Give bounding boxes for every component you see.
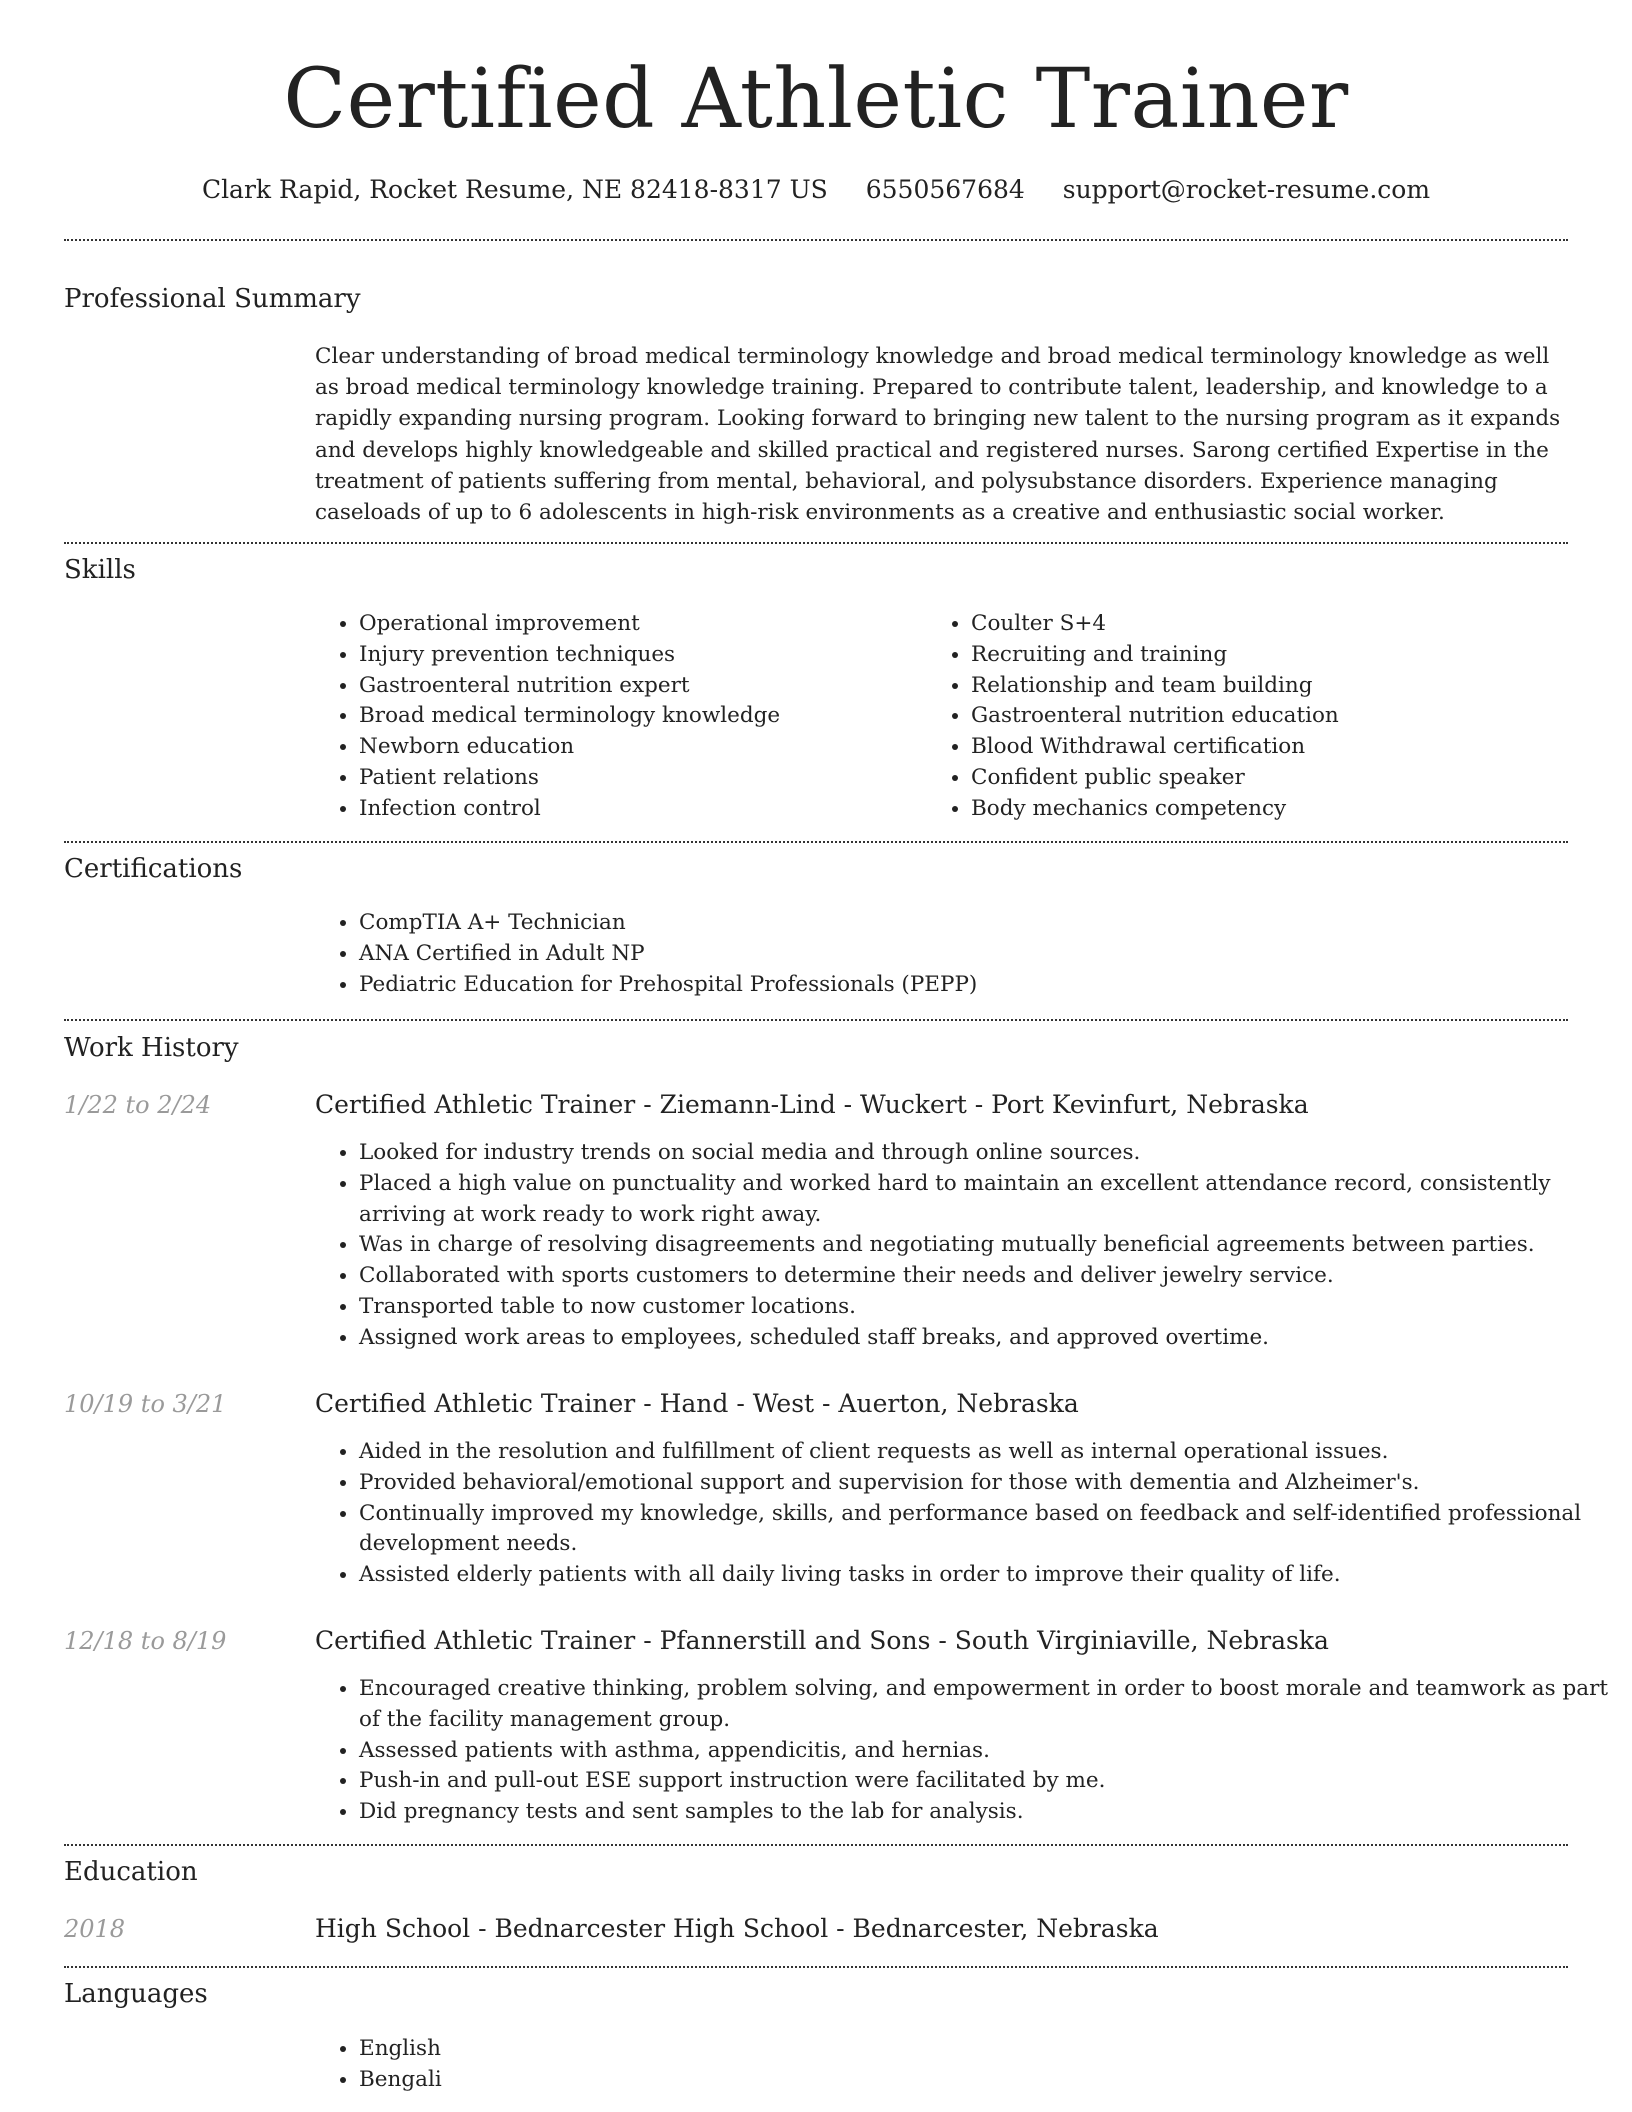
job-heading: Certified Athletic Trainer - Ziemann-Lind - Wuckert - Port Kevinfurt, Nebraska	[315, 1090, 1309, 1119]
job-bullet: • Was in charge of resolving disagreements and negotiating mutually beneficial agreements between parties.	[359, 1230, 1614, 1261]
certification-item: • CompTIA A+ Technician	[359, 908, 1614, 939]
skill-item: • Newborn education	[359, 732, 919, 763]
skill-item: • Patient relations	[359, 763, 919, 794]
divider	[64, 1966, 1568, 1968]
section-title-work-history: Work History	[64, 1033, 239, 1063]
skill-item: • Coulter S+4	[971, 609, 1591, 640]
job-bullets	[315, 1138, 1614, 1354]
skills-list-left	[315, 609, 919, 825]
job-heading: Certified Athletic Trainer - Hand - West - Auerton, Nebraska	[315, 1389, 1079, 1418]
job-bullets	[315, 1674, 1614, 1828]
certification-item: • Pediatric Education for Prehospital Professionals (PEPP)	[359, 970, 1614, 1001]
job-bullet: • Continually improved my knowledge, skills, and performance based on feedback and self-identified professional development needs.	[359, 1499, 1614, 1561]
job-bullet: • Aided in the resolution and fulfillment of client requests as well as internal operational issues.	[359, 1437, 1614, 1468]
job-bullet: • Collaborated with sports customers to determine their needs and deliver jewelry service.	[359, 1261, 1614, 1292]
contact-email: support@rocket-resume.com	[1062, 175, 1431, 204]
skill-item: • Confident public speaker	[971, 763, 1591, 794]
job-bullet: • Transported table to now customer locations.	[359, 1292, 1614, 1323]
job-bullet: • Looked for industry trends on social media and through online sources.	[359, 1138, 1614, 1169]
skill-item: • Gastroenteral nutrition education	[971, 701, 1591, 732]
divider	[64, 542, 1568, 544]
divider	[64, 1019, 1568, 1021]
skill-item: • Body mechanics competency	[971, 794, 1591, 825]
job-bullet: • Provided behavioral/emotional support and supervision for those with dementia and Alzheimer's.	[359, 1468, 1614, 1499]
job-bullet: • Assigned work areas to employees, scheduled staff breaks, and approved overtime.	[359, 1323, 1614, 1354]
section-title-certifications: Certifications	[64, 854, 243, 884]
skill-item: • Infection control	[359, 794, 919, 825]
divider	[64, 1844, 1568, 1846]
education-year: 2018	[64, 1915, 126, 1943]
section-title-languages: Languages	[64, 1979, 208, 2009]
certifications-list	[315, 908, 1614, 1000]
summary-text: Clear understanding of broad medical terminology knowledge and broad medical terminology knowledge as well as broad medical terminology knowledge training. Prepared to contribute talent, leadership, and knowledge to a rapidly expanding nursing program. Looking forward to bringing new talent to the nursing program as it expands and develops highly knowledgeable and skilled practical and registered nurses. Sarong certified Expertise in the treatment of patients suffering from mental, behavioral, and polysubstance disorders. Experience managing caseloads of up to 6 adolescents in high-risk environments as a creative and enthusiastic social worker.	[315, 344, 1561, 526]
skill-item: • Relationship and team building	[971, 671, 1591, 702]
language-item: • English	[359, 2034, 959, 2065]
certification-item: • ANA Certified in Adult NP	[359, 939, 1614, 970]
languages-list	[315, 2034, 959, 2096]
job-dates: 1/22 to 2/24	[64, 1091, 212, 1119]
candidate-name: Certified Athletic Trainer	[283, 52, 1349, 147]
skill-item: • Recruiting and training	[971, 640, 1591, 671]
skill-item: • Blood Withdrawal certification	[971, 732, 1591, 763]
language-item: • Bengali	[359, 2065, 959, 2096]
job-bullet: • Push-in and pull-out ESE support instruction were facilitated by me.	[359, 1766, 1614, 1797]
job-bullet: • Placed a high value on punctuality and worked hard to maintain an excellent attendance record, consistently arriving at work ready to work right away.	[359, 1169, 1614, 1231]
skill-item: • Gastroenteral nutrition expert	[359, 671, 919, 702]
education-heading: High School - Bednarcester High School - Bednarcester, Nebraska	[315, 1914, 1159, 1943]
section-title-skills: Skills	[64, 555, 136, 585]
job-bullet: • Assisted elderly patients with all daily living tasks in order to improve their quality of life.	[359, 1560, 1614, 1591]
job-dates: 10/19 to 3/21	[64, 1390, 227, 1418]
skills-list-right	[927, 609, 1591, 825]
job-bullet: • Assessed patients with asthma, appendicitis, and hernias.	[359, 1736, 1614, 1767]
skill-item: • Operational improvement	[359, 609, 919, 640]
section-title-education: Education	[64, 1857, 198, 1887]
job-bullet: • Encouraged creative thinking, problem solving, and empowerment in order to boost morale and teamwork as part of the facility management group.	[359, 1674, 1614, 1736]
section-title-summary: Professional Summary	[64, 284, 361, 314]
skill-item: • Broad medical terminology knowledge	[359, 701, 919, 732]
contact-line	[0, 170, 1632, 210]
skill-item: • Injury prevention techniques	[359, 640, 919, 671]
job-bullet: • Did pregnancy tests and sent samples to the lab for analysis.	[359, 1797, 1614, 1828]
job-bullets	[315, 1437, 1614, 1591]
divider	[64, 239, 1568, 241]
contact-phone: 6550567684	[865, 175, 1025, 204]
divider	[64, 841, 1568, 843]
contact-address: Clark Rapid, Rocket Resume, NE 82418-8317 US	[201, 175, 828, 204]
job-heading: Certified Athletic Trainer - Pfannerstill and Sons - South Virginiaville, Nebraska	[315, 1626, 1329, 1655]
job-dates: 12/18 to 8/19	[64, 1627, 227, 1655]
